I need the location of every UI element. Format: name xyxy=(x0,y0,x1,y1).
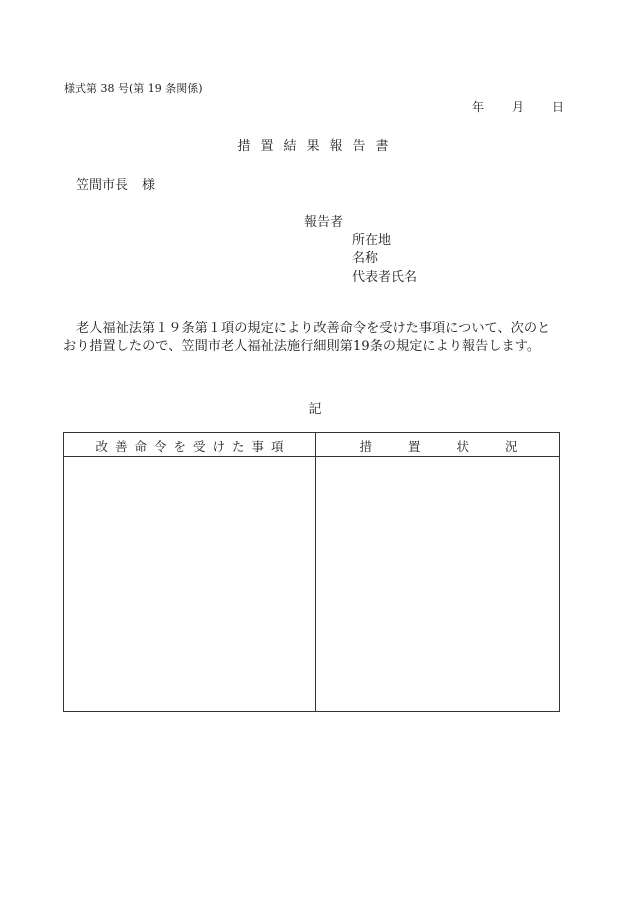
cell-improvement-order-items[interactable] xyxy=(64,458,315,711)
year-label: 年 xyxy=(472,100,485,114)
month-label: 月 xyxy=(512,100,525,114)
header-measure-status-char: 況 xyxy=(505,439,518,454)
header-measure-status-char: 措 xyxy=(359,439,372,454)
form-number: 様式第 38 号(第 19 条関係) xyxy=(64,82,203,95)
addressee-name: 笠間市長 xyxy=(76,178,129,193)
reporter-name-label: 名称 xyxy=(352,251,379,266)
date-line xyxy=(472,98,564,115)
reporter-label: 報告者 xyxy=(304,215,344,230)
ki-heading: 記 xyxy=(308,402,322,417)
header-measure-status-char: 状 xyxy=(456,439,470,454)
body-paragraph: 老人福祉法第１９条第１項の規定により改善命令を受けた事項について、次のとおり措置したので、笠間市老人福祉法施行細則第19条の規定により報告します。 xyxy=(63,321,551,354)
header-improvement-order-items: 改善命令を受けた事項 xyxy=(95,439,291,454)
reporter-address-label: 所在地 xyxy=(352,233,392,248)
addressee xyxy=(76,174,155,193)
addressee-honorific: 様 xyxy=(142,178,156,193)
header-measure-status xyxy=(316,437,561,455)
cell-measure-status[interactable] xyxy=(316,458,559,711)
day-label: 日 xyxy=(552,100,565,114)
document-title: 措置結果報告書 xyxy=(237,139,399,154)
reporter-representative-label: 代表者氏名 xyxy=(352,270,418,285)
record-table xyxy=(63,432,560,712)
header-measure-status-char: 置 xyxy=(407,439,421,454)
